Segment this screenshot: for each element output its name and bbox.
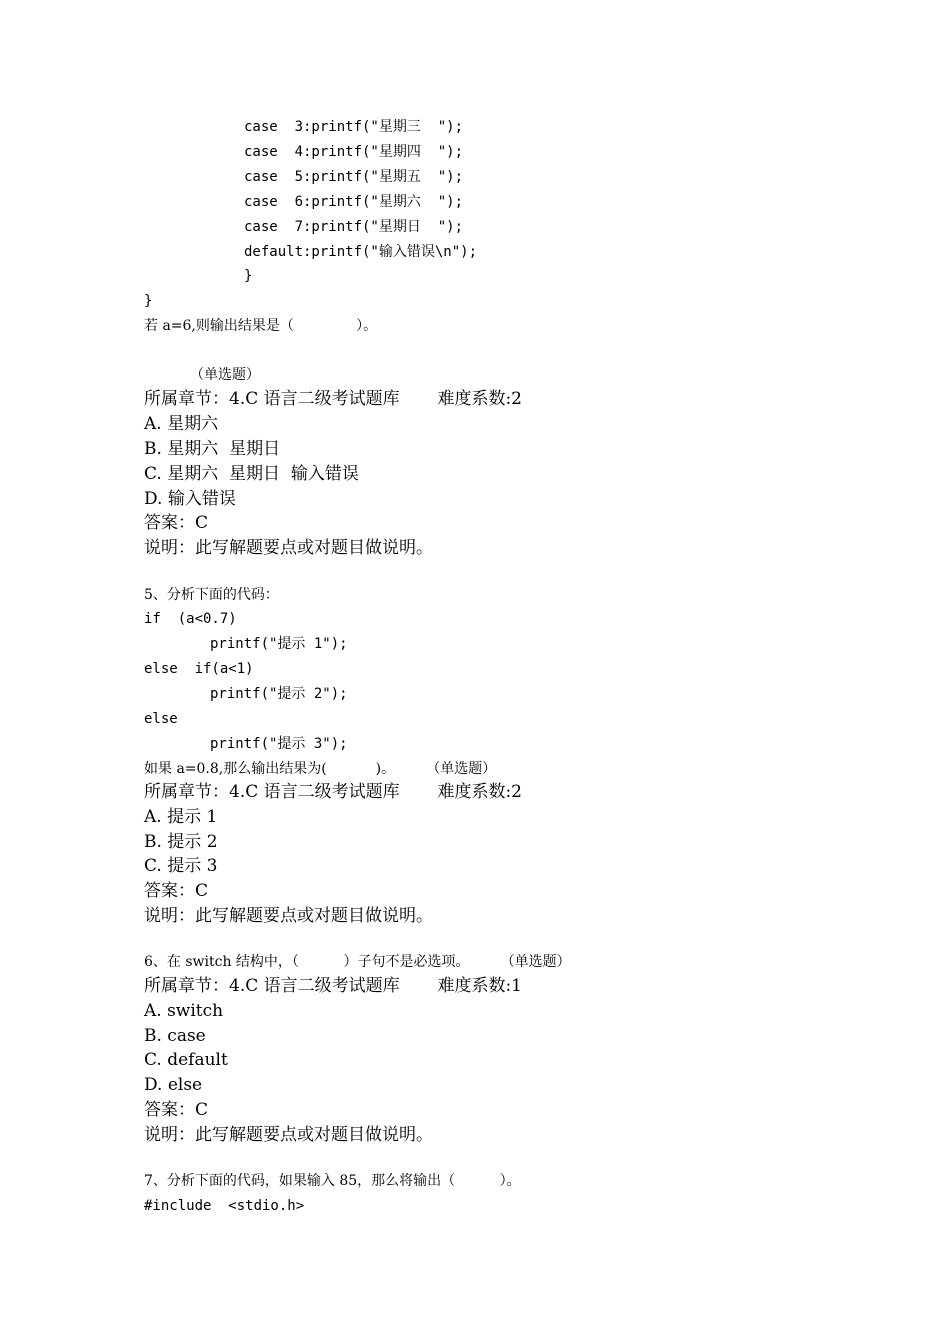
code-line-case7: case 7:printf("星期日 "); — [244, 219, 464, 235]
code-line-printf1: printf("提示 1"); — [210, 636, 348, 652]
question-5-title: 5、分析下面的代码： — [144, 587, 279, 603]
question-4-option-a: A. 星期六 — [144, 414, 219, 434]
question-6-explanation: 说明：此写解题要点或对题目做说明。 — [144, 1125, 433, 1145]
question-6-option-d: D. else — [144, 1075, 203, 1095]
question-5-answer: 答案：C — [144, 881, 209, 901]
code-line-default: default:printf("输入错误\n"); — [244, 244, 478, 260]
question-6-title: 6、在 switch 结构中，（ ）子句不是必选项。 （单选题） — [144, 954, 571, 970]
question-4-explanation: 说明：此写解题要点或对题目做说明。 — [144, 538, 433, 558]
question-4-meta: 所属章节：4.C 语言二级考试题库 难度系数:2 — [144, 389, 523, 409]
code-line-switch-close: } — [244, 268, 253, 284]
question-5-option-c: C. 提示 3 — [144, 856, 218, 876]
question-5-meta: 所属章节：4.C 语言二级考试题库 难度系数:2 — [144, 782, 523, 802]
question-4-option-c: C. 星期六 星期日 输入错误 — [144, 464, 359, 484]
question-6-answer: 答案：C — [144, 1100, 209, 1120]
code-line-include: #include <stdio.h> — [144, 1198, 305, 1214]
question-6-option-b: B. case — [144, 1026, 206, 1046]
code-line-case4: case 4:printf("星期四 "); — [244, 144, 464, 160]
question-5-option-a: A. 提示 1 — [144, 807, 218, 827]
question-4-type: （单选题） — [190, 367, 260, 383]
code-line-else: else — [144, 711, 178, 727]
question-4-text: 若 a=6,则输出结果是（ ）。 — [144, 318, 378, 334]
question-4-option-d: D. 输入错误 — [144, 489, 236, 509]
code-line-if: if (a<0.7) — [144, 611, 237, 627]
question-4-answer: 答案：C — [144, 513, 209, 533]
code-line-main-close: } — [144, 293, 153, 309]
question-6-meta: 所属章节：4.C 语言二级考试题库 难度系数:1 — [144, 976, 523, 996]
question-5-text: 如果 a=0.8,那么输出结果为( )。 （单选题） — [144, 761, 497, 777]
code-line-printf3: printf("提示 3"); — [210, 736, 348, 752]
code-line-printf2: printf("提示 2"); — [210, 686, 348, 702]
question-6-option-a: A. switch — [144, 1001, 224, 1021]
code-line-case3: case 3:printf("星期三 "); — [244, 119, 464, 135]
question-6-option-c: C. default — [144, 1050, 228, 1070]
code-line-case5: case 5:printf("星期五 "); — [244, 169, 464, 185]
question-5-option-b: B. 提示 2 — [144, 832, 218, 852]
code-line-case6: case 6:printf("星期六 "); — [244, 194, 464, 210]
question-4-option-b: B. 星期六 星期日 — [144, 439, 281, 459]
question-5-explanation: 说明：此写解题要点或对题目做说明。 — [144, 906, 433, 926]
code-line-else-if: else if(a<1) — [144, 661, 254, 677]
question-7-title: 7、分析下面的代码，如果输入 85，那么将输出（ ）。 — [144, 1173, 521, 1189]
